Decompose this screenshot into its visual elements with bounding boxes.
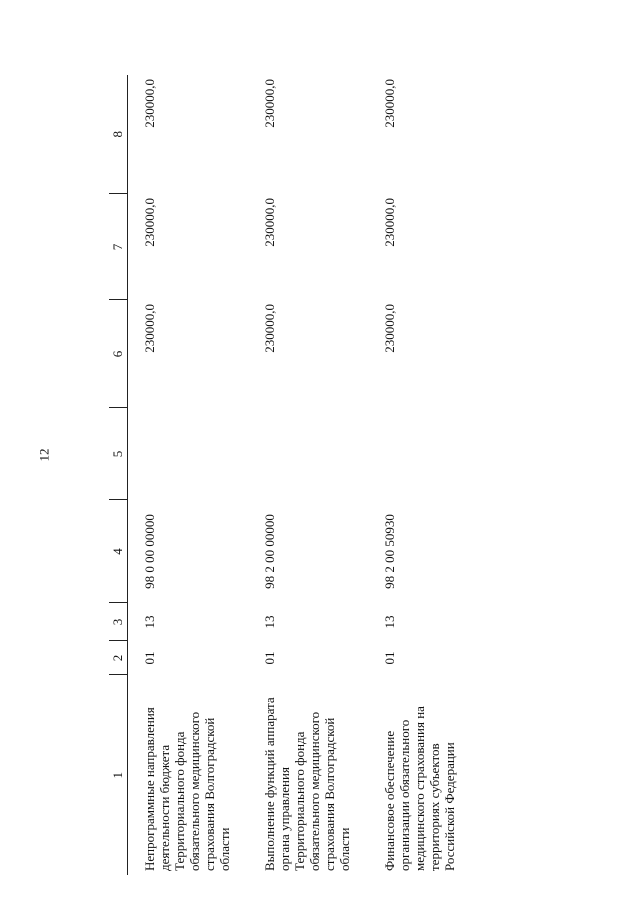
page-number: 12: [36, 448, 52, 462]
col-header-1: 1: [109, 675, 128, 875]
row-subsection: 13: [382, 615, 397, 629]
row-amount-6: 230000,0: [142, 304, 157, 353]
table-row: [142, 75, 262, 875]
row-expense-type: [262, 408, 382, 500]
row-section: 01: [142, 651, 157, 665]
row-amount-8: 230000,0: [142, 79, 157, 128]
col-header-4: 4: [109, 500, 128, 603]
row-expense-type: [142, 408, 262, 500]
row-section: 01: [382, 651, 397, 665]
row-subsection: 13: [262, 615, 277, 629]
row-section: 01: [262, 651, 277, 665]
col-header-8: 8: [109, 75, 128, 194]
table-row: [262, 75, 382, 875]
row-target-code: 98 2 00 50930: [382, 514, 397, 589]
col-header-3: 3: [109, 603, 128, 641]
row-amount-7: 230000,0: [142, 198, 157, 247]
budget-table-frame: [109, 75, 519, 875]
row-name: Выполнение функций аппарата органа управления Территориального фонда обязательного медицинского страхования Волгоградской области: [262, 697, 352, 871]
col-header-2: 2: [109, 641, 128, 675]
row-amount-6: 230000,0: [262, 304, 277, 353]
table-row: [382, 75, 502, 875]
row-expense-type: [382, 408, 502, 500]
row-subsection: 13: [142, 615, 157, 629]
row-amount-8: 230000,0: [382, 79, 397, 128]
table-header: [109, 75, 128, 875]
col-header-7: 7: [109, 194, 128, 300]
row-amount-7: 230000,0: [382, 198, 397, 247]
budget-table: [109, 75, 502, 875]
row-amount-7: 230000,0: [262, 198, 277, 247]
row-target-code: 98 2 00 00000: [262, 514, 277, 589]
row-target-code: 98 0 00 00000: [142, 514, 157, 589]
row-amount-8: 230000,0: [262, 79, 277, 128]
row-name: Непрограммные направления деятельности бюджета Территориального фонда обязательного медицинского страхования Волгоградской области: [142, 707, 232, 871]
row-amount-6: 230000,0: [382, 304, 397, 353]
col-header-6: 6: [109, 300, 128, 408]
row-name: Финансовое обеспечение организации обязательного медицинского страхования на территориях субъектов Российской Федерации: [382, 706, 457, 871]
col-header-5: 5: [109, 408, 128, 500]
